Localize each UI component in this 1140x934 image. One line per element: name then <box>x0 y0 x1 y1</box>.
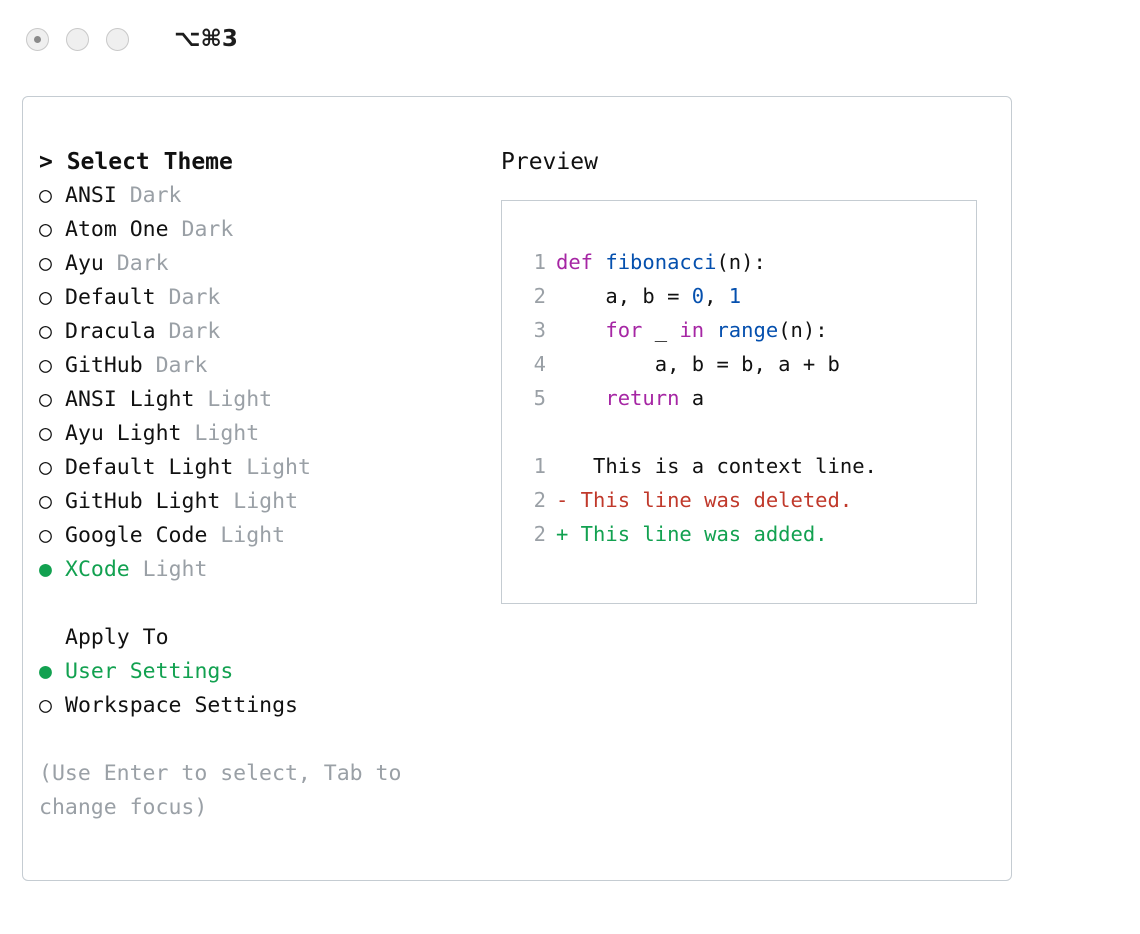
theme-variant-label: Light <box>220 489 299 514</box>
code-token: a, b = b, a + b <box>556 352 840 376</box>
radio-unselected-icon: ○ <box>39 183 52 208</box>
preview-heading: Preview <box>501 149 598 175</box>
line-number: 3 <box>533 318 546 342</box>
code-line <box>522 313 976 347</box>
theme-option-list[interactable] <box>39 179 489 587</box>
code-token: fibonacci <box>605 250 717 274</box>
theme-option-ansi-light[interactable] <box>39 383 489 417</box>
diff-preview <box>522 449 976 551</box>
preview-box <box>501 200 977 604</box>
diff-line <box>522 517 976 551</box>
radio-unselected-icon: ○ <box>39 353 52 378</box>
code-token: 1 <box>728 284 742 308</box>
theme-option-label: Default <box>65 285 156 310</box>
theme-option-label: ANSI Light <box>65 387 195 412</box>
code-token: a, b = <box>556 284 692 308</box>
theme-option-default-light[interactable] <box>39 451 489 485</box>
line-number: 2 <box>533 488 546 512</box>
radio-unselected-icon: ○ <box>39 387 52 412</box>
theme-option-ayu[interactable] <box>39 247 489 281</box>
theme-option-github-light[interactable] <box>39 485 489 519</box>
radio-unselected-icon: ○ <box>39 455 52 480</box>
code-token: def <box>556 250 606 274</box>
diff-line <box>522 483 976 517</box>
theme-option-label: Default Light <box>65 455 234 480</box>
theme-variant-label: Light <box>129 557 208 582</box>
theme-variant-label: Dark <box>168 217 234 242</box>
apply-to-heading: Apply To <box>65 625 169 650</box>
radio-unselected-icon: ○ <box>39 421 52 446</box>
code-token: range <box>716 318 779 342</box>
theme-option-github[interactable] <box>39 349 489 383</box>
theme-selector-panel <box>22 96 1012 881</box>
list-spacer <box>39 587 489 621</box>
theme-option-label: XCode <box>65 557 130 582</box>
diff-line-text: + This line was added. <box>556 522 828 546</box>
radio-selected-icon: ● <box>39 659 52 684</box>
diff-line-text: - This line was deleted. <box>556 488 853 512</box>
theme-option-label: ANSI <box>65 183 117 208</box>
theme-option-dracula[interactable] <box>39 315 489 349</box>
apply-to-option-user-settings[interactable] <box>39 655 489 689</box>
code-token: a <box>679 386 705 410</box>
theme-option-xcode[interactable] <box>39 553 489 587</box>
code-token <box>556 386 605 410</box>
theme-option-label: GitHub Light <box>65 489 221 514</box>
theme-option-atom-one[interactable] <box>39 213 489 247</box>
theme-option-label: GitHub <box>65 353 143 378</box>
code-token: , <box>704 284 729 308</box>
apply-to-option-label: User Settings <box>65 659 234 684</box>
radio-unselected-icon: ○ <box>39 523 52 548</box>
line-number: 2 <box>533 522 546 546</box>
line-number: 2 <box>533 284 546 308</box>
theme-variant-label: Dark <box>103 251 169 276</box>
theme-variant-label: Dark <box>116 183 182 208</box>
code-token: for <box>605 318 643 342</box>
theme-variant-label: Light <box>233 455 311 480</box>
window-maximize-button[interactable] <box>106 28 129 51</box>
window-close-button[interactable] <box>26 28 49 51</box>
code-diff-gap <box>522 415 976 449</box>
code-token <box>704 318 716 342</box>
theme-option-label: Dracula <box>65 319 156 344</box>
code-line <box>522 245 976 279</box>
radio-unselected-icon: ○ <box>39 217 52 242</box>
radio-unselected-icon: ○ <box>39 693 52 718</box>
theme-variant-label: Dark <box>155 319 221 344</box>
theme-variant-label: Dark <box>142 353 208 378</box>
radio-unselected-icon: ○ <box>39 285 52 310</box>
theme-option-label: Ayu Light <box>65 421 182 446</box>
keyboard-shortcut-label: ⌥⌘3 <box>174 26 238 52</box>
theme-option-label: Ayu <box>65 251 104 276</box>
line-number: 5 <box>533 386 546 410</box>
code-token: (n): <box>778 318 828 342</box>
theme-variant-label: Light <box>194 387 273 412</box>
radio-unselected-icon: ○ <box>39 489 52 514</box>
preview-column <box>501 145 1001 604</box>
radio-unselected-icon: ○ <box>39 319 52 344</box>
apply-to-option-workspace-settings[interactable] <box>39 689 489 723</box>
radio-unselected-icon: ○ <box>39 251 52 276</box>
code-token <box>556 318 605 342</box>
theme-variant-label: Dark <box>155 285 221 310</box>
theme-option-ansi[interactable] <box>39 179 489 213</box>
diff-line <box>522 449 976 483</box>
apply-to-option-list[interactable] <box>39 655 489 723</box>
code-token: 0 <box>691 284 705 308</box>
code-token: in <box>679 318 705 342</box>
theme-option-label: Google Code <box>65 523 208 548</box>
diff-line-text: This is a context line. <box>556 454 877 478</box>
code-line <box>522 347 976 381</box>
keyboard-hint-text: (Use Enter to select, Tab to change focus) <box>39 761 415 820</box>
line-number: 4 <box>533 352 546 376</box>
window-minimize-button[interactable] <box>66 28 89 51</box>
theme-list-column <box>39 145 489 825</box>
window-close-dot <box>34 36 41 43</box>
code-preview <box>522 245 976 415</box>
theme-option-label: Atom One <box>65 217 169 242</box>
code-line <box>522 381 976 415</box>
title-bar <box>0 0 1140 78</box>
theme-variant-label: Light <box>181 421 260 446</box>
code-line <box>522 279 976 313</box>
select-theme-heading: > Select Theme <box>39 149 233 175</box>
theme-option-google-code[interactable] <box>39 519 489 553</box>
code-token: (n): <box>716 250 766 274</box>
apply-to-option-label: Workspace Settings <box>65 693 298 718</box>
theme-option-default[interactable] <box>39 281 489 315</box>
code-token: _ <box>642 318 680 342</box>
line-number: 1 <box>533 250 546 274</box>
theme-variant-label: Light <box>207 523 286 548</box>
line-number: 1 <box>533 454 546 478</box>
radio-selected-icon: ● <box>39 557 52 582</box>
code-token: return <box>605 386 680 410</box>
theme-option-ayu-light[interactable] <box>39 417 489 451</box>
